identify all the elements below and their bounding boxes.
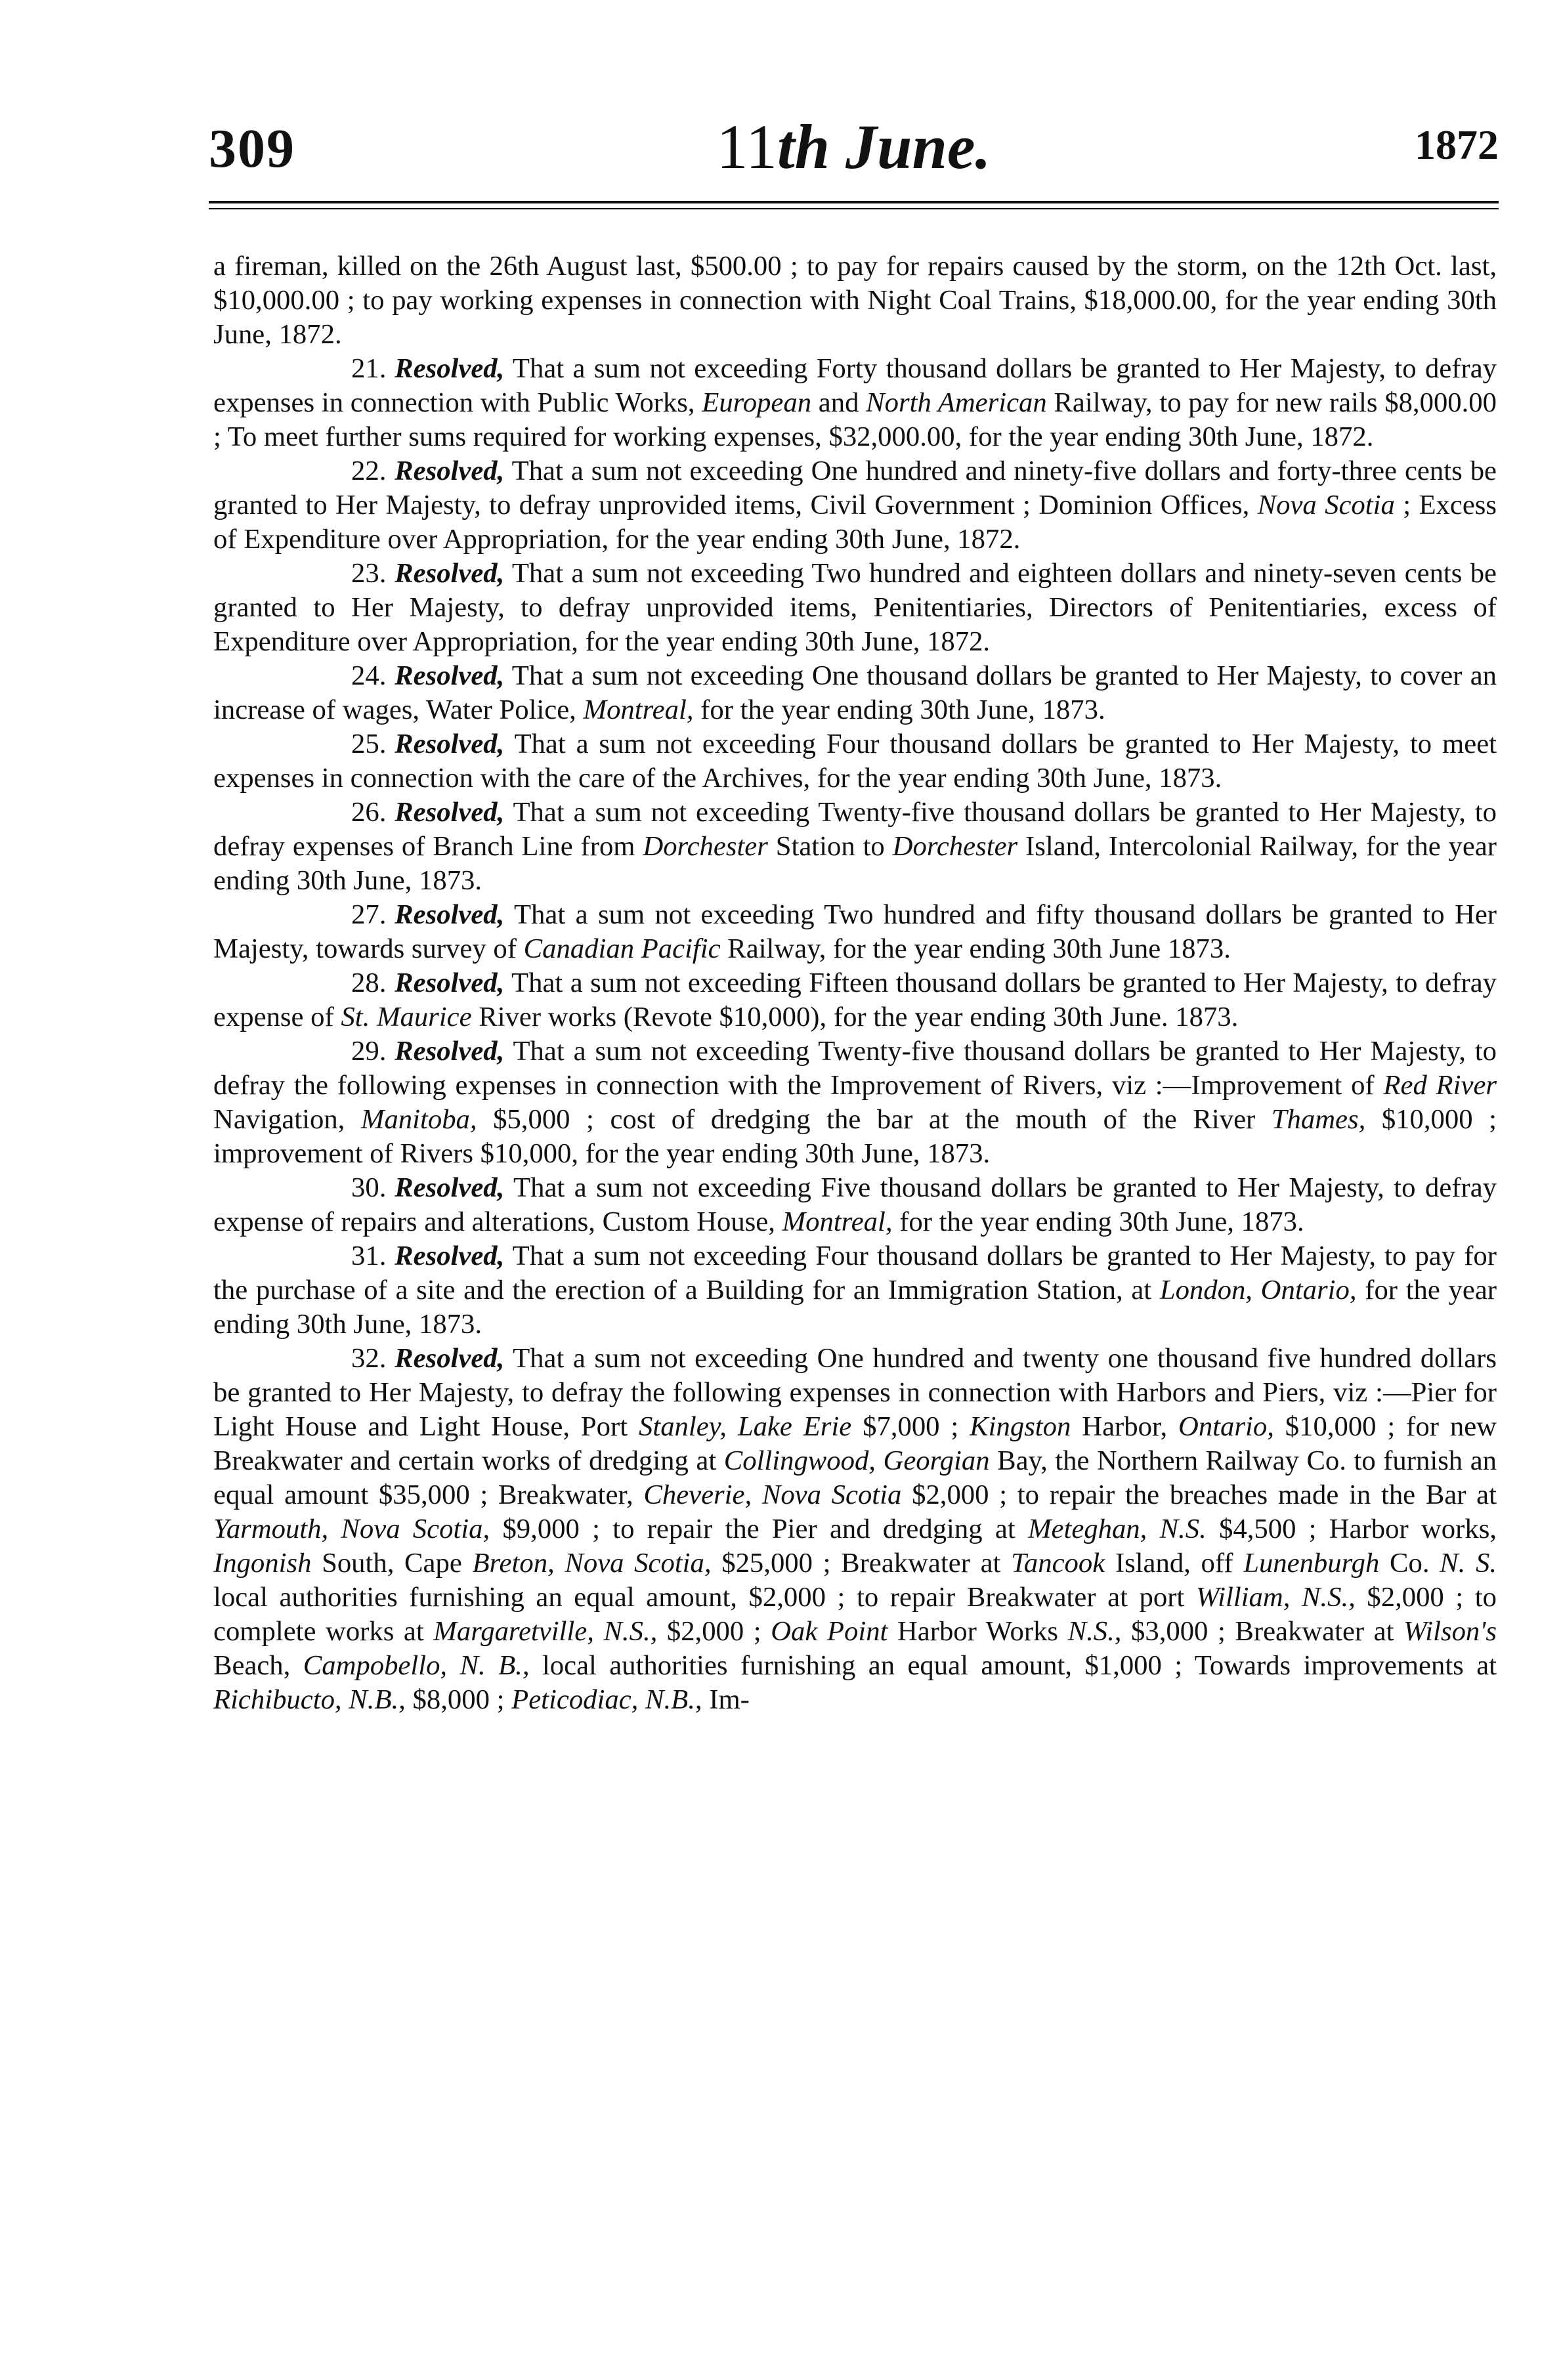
text-segment: Railway, for the year ending 30th June 1873. bbox=[720, 933, 1231, 964]
italic-text: Dorchester bbox=[892, 831, 1018, 862]
text-segment: $2,000 ; to complete works at bbox=[213, 1582, 1497, 1647]
continuation-paragraph: a fireman, killed on the 26th August last, $500.00 ; to pay for repairs caused by the storm, on the 12th Oct. last, $10,000.00 ; to pay working expenses in connection with Night Coal Trains, $18,000.00, for the year ending 30th June, 1872. bbox=[213, 251, 1497, 350]
running-head bbox=[209, 110, 1499, 182]
resolution-number: 29. bbox=[351, 1036, 387, 1067]
text-segment: local authorities furnishing an equal amount, $1,000 ; Towards improvements at bbox=[529, 1650, 1497, 1681]
text-segment: $2,000 ; bbox=[657, 1616, 771, 1647]
text-segment: That a sum not exceeding Twenty-five thousand dollars be granted to Her Majesty, to defray the following expenses in connection with the Improvement of Rivers, viz :—Improvement of bbox=[213, 1036, 1497, 1101]
date-suffix: th bbox=[777, 112, 830, 182]
text-segment: for the year ending 30th June, 1873. bbox=[213, 1275, 1497, 1340]
resolved-keyword: Resolved, bbox=[395, 353, 505, 384]
resolved-keyword: Resolved, bbox=[395, 899, 505, 930]
resolution-paragraph bbox=[213, 454, 1497, 557]
date-month: June. bbox=[845, 112, 991, 182]
text-segment: Im- bbox=[702, 1684, 750, 1715]
resolution-paragraph bbox=[213, 1171, 1497, 1239]
text-segment: Island, Intercolonial Railway, for the year ending 30th June, 1873. bbox=[213, 831, 1497, 896]
resolution-number: 30. bbox=[351, 1172, 387, 1203]
italic-text: Canadian Pacific bbox=[523, 933, 721, 964]
resolution-paragraph bbox=[213, 1034, 1497, 1171]
italic-text: N.S., bbox=[1067, 1616, 1122, 1647]
text-segment: $8,000 ; bbox=[405, 1684, 512, 1715]
italic-text: Red River bbox=[1383, 1070, 1497, 1101]
text-segment: That a sum not exceeding Five thousand dollars be granted to Her Majesty, to defray expense of repairs and alterations, Custom House, bbox=[213, 1172, 1497, 1237]
text-segment: Co. bbox=[1379, 1548, 1440, 1579]
italic-text: Nova Scotia bbox=[1257, 490, 1395, 521]
resolution-number: 31. bbox=[351, 1241, 387, 1271]
italic-text: N. S. bbox=[1440, 1548, 1497, 1579]
resolved-keyword: Resolved, bbox=[395, 967, 505, 998]
text-segment: $2,000 ; to repair the breaches made in the Bar at bbox=[901, 1479, 1497, 1510]
text-segment: local authorities furnishing an equal amount, $2,000 ; to repair Breakwater at port bbox=[213, 1582, 1196, 1613]
resolution-paragraph bbox=[213, 796, 1497, 898]
text-segment: Station to bbox=[767, 831, 893, 862]
italic-text: Peticodiac, N.B., bbox=[511, 1684, 702, 1715]
text-segment: River works (Revote $10,000), for the year ending 30th June. 1873. bbox=[471, 1002, 1239, 1032]
italic-text: St. Maurice bbox=[341, 1002, 472, 1032]
resolution-number: 25. bbox=[351, 729, 387, 759]
resolution-number: 23. bbox=[351, 558, 387, 589]
text-segment: for the year ending 30th June, 1873. bbox=[693, 694, 1105, 725]
resolution-number: 27. bbox=[351, 899, 387, 930]
resolved-keyword: Resolved, bbox=[395, 558, 505, 589]
italic-text: Dorchester bbox=[643, 831, 768, 862]
text-segment: $7,000 ; bbox=[851, 1411, 970, 1442]
text-segment: That a sum not exceeding Two hundred and eighteen dollars and ninety-seven cents be granted to Her Majesty, to defray unprovided items, Penitentiaries, Directors of Penitentiaries, excess of Expenditure over Appropriation, for the year ending 30th June, 1872. bbox=[213, 558, 1497, 657]
text-segment: $9,000 ; to repair the Pier and dredging at bbox=[490, 1514, 1028, 1544]
text-segment: and bbox=[811, 387, 866, 418]
text-segment: That a sum not exceeding One hundred and ninety-five dollars and forty-three cents be granted to Her Majesty, to defray unprovided items, Civil Government ; Dominion Offices, bbox=[213, 456, 1497, 521]
text-segment: That a sum not exceeding Two hundred and fifty thousand dollars be granted to Her Majesty, towards survey of bbox=[213, 899, 1497, 964]
resolutions-list bbox=[213, 352, 1497, 1717]
resolved-keyword: Resolved, bbox=[395, 1172, 505, 1203]
resolution-paragraph bbox=[213, 557, 1497, 659]
resolution-number: 24. bbox=[351, 660, 387, 691]
italic-text: Ontario, bbox=[1178, 1411, 1274, 1442]
resolution-paragraph bbox=[213, 1239, 1497, 1342]
italic-text: Ingonish bbox=[213, 1548, 312, 1579]
italic-text: Thames, bbox=[1271, 1104, 1366, 1135]
italic-text: Campobello, N. B., bbox=[303, 1650, 530, 1681]
header-rule-thick bbox=[209, 201, 1499, 203]
text-segment: That a sum not exceeding Forty thousand dollars be granted to Her Majesty, to defray expenses in connection with Public Works, bbox=[213, 353, 1497, 418]
resolution-number: 28. bbox=[351, 967, 387, 998]
italic-text: Richibucto, N.B., bbox=[213, 1684, 406, 1715]
text-segment: That a sum not exceeding One hundred and twenty one thousand five hundred dollars be granted to Her Majesty, to defray the following expenses in connection with Harbors and Piers, viz :—Pier for Light House and Light House, Port bbox=[213, 1343, 1497, 1442]
resolution-number: 22. bbox=[351, 456, 387, 486]
italic-text: Montreal, bbox=[583, 694, 694, 725]
resolution-number: 26. bbox=[351, 797, 387, 828]
body-text bbox=[213, 249, 1497, 1717]
italic-text: Oak Point bbox=[771, 1616, 888, 1647]
text-segment: $5,000 ; cost of dredging the bar at the mouth of the River bbox=[477, 1104, 1272, 1135]
resolution-paragraph bbox=[213, 1342, 1497, 1717]
text-segment: That a sum not exceeding Twenty-five thousand dollars be granted to Her Majesty, to defray expenses of Branch Line from bbox=[213, 797, 1497, 862]
resolved-keyword: Resolved, bbox=[395, 1036, 505, 1067]
text-segment: That a sum not exceeding Four thousand dollars be granted to Her Majesty, to pay for the purchase of a site and the erection of a Building for an Immigration Station, at bbox=[213, 1241, 1497, 1306]
italic-text: Margaretville, N.S., bbox=[433, 1616, 658, 1647]
text-segment: for the year ending 30th June, 1873. bbox=[892, 1206, 1304, 1237]
italic-text: Stanley, Lake Erie bbox=[638, 1411, 852, 1442]
text-segment: Navigation, bbox=[213, 1104, 361, 1135]
italic-text: Collingwood, Georgian bbox=[723, 1445, 990, 1476]
resolved-keyword: Resolved, bbox=[395, 1343, 505, 1374]
resolved-keyword: Resolved, bbox=[395, 456, 505, 486]
text-segment: Harbor Works bbox=[887, 1616, 1068, 1647]
header-rule-thin bbox=[209, 208, 1499, 209]
resolved-keyword: Resolved, bbox=[395, 797, 505, 828]
italic-text: North American bbox=[866, 387, 1047, 418]
resolution-paragraph bbox=[213, 352, 1497, 454]
italic-text: European bbox=[702, 387, 812, 418]
text-segment: $10,000 ; for new Breakwater and certain works of dredging at bbox=[213, 1411, 1497, 1476]
resolution-number: 32. bbox=[351, 1343, 387, 1374]
text-segment: Island, off bbox=[1105, 1548, 1244, 1579]
resolution-paragraph bbox=[213, 966, 1497, 1034]
text-segment: Harbor, bbox=[1071, 1411, 1179, 1442]
text-segment: Railway, to pay for new rails $8,000.00 ; To meet further sums required for working expenses, $32,000.00, for the year ending 30th June, 1872. bbox=[213, 387, 1497, 452]
text-segment: $4,500 ; Harbor works, bbox=[1206, 1514, 1497, 1544]
italic-text: Lunenburgh bbox=[1243, 1548, 1380, 1579]
resolution-paragraph bbox=[213, 727, 1497, 796]
text-segment: $3,000 ; Breakwater at bbox=[1121, 1616, 1404, 1647]
italic-text: Kingston bbox=[970, 1411, 1071, 1442]
italic-text: Wilson's bbox=[1403, 1616, 1497, 1647]
italic-text: Tancook bbox=[1011, 1548, 1105, 1579]
text-segment: That a sum not exceeding One thousand dollars be granted to Her Majesty, to cover an increase of wages, Water Police, bbox=[213, 660, 1497, 725]
italic-text: Cheverie, Nova Scotia bbox=[643, 1479, 902, 1510]
text-segment: That a sum not exceeding Fifteen thousand dollars be granted to Her Majesty, to defray expense of bbox=[213, 967, 1497, 1032]
resolution-number: 21. bbox=[351, 353, 387, 384]
running-title bbox=[209, 110, 1499, 183]
text-segment: South, Cape bbox=[311, 1548, 473, 1579]
italic-text: Meteghan, N.S. bbox=[1027, 1514, 1207, 1544]
date-day: 11 bbox=[716, 112, 777, 182]
resolved-keyword: Resolved, bbox=[395, 729, 505, 759]
italic-text: Montreal, bbox=[782, 1206, 893, 1237]
page-number: 309 bbox=[209, 118, 295, 179]
italic-text: London, Ontario, bbox=[1159, 1275, 1357, 1306]
running-year: 1872 bbox=[1415, 121, 1499, 168]
text-segment: That a sum not exceeding Four thousand dollars be granted to Her Majesty, to meet expenses in connection with the care of the Archives, for the year ending 30th June, 1873. bbox=[213, 729, 1497, 794]
italic-text: Yarmouth, Nova Scotia, bbox=[213, 1514, 490, 1544]
text-segment: Beach, bbox=[213, 1650, 303, 1681]
text-segment: $10,000 ; improvement of Rivers $10,000, for the year ending 30th June, 1873. bbox=[213, 1104, 1497, 1169]
resolved-keyword: Resolved, bbox=[395, 1241, 505, 1271]
resolved-keyword: Resolved, bbox=[395, 660, 505, 691]
italic-text: William, N.S., bbox=[1195, 1582, 1356, 1613]
text-segment: Bay, the Northern Railway Co. to furnish an equal amount $35,000 ; Breakwater, bbox=[213, 1445, 1497, 1510]
resolution-paragraph bbox=[213, 659, 1497, 727]
text-segment: $25,000 ; Breakwater at bbox=[711, 1548, 1012, 1579]
italic-text: Breton, Nova Scotia, bbox=[472, 1548, 712, 1579]
resolution-paragraph bbox=[213, 898, 1497, 966]
text-segment: ; Excess of Expenditure over Appropriation, for the year ending 30th June, 1872. bbox=[213, 490, 1497, 555]
italic-text: Manitoba, bbox=[360, 1104, 477, 1135]
